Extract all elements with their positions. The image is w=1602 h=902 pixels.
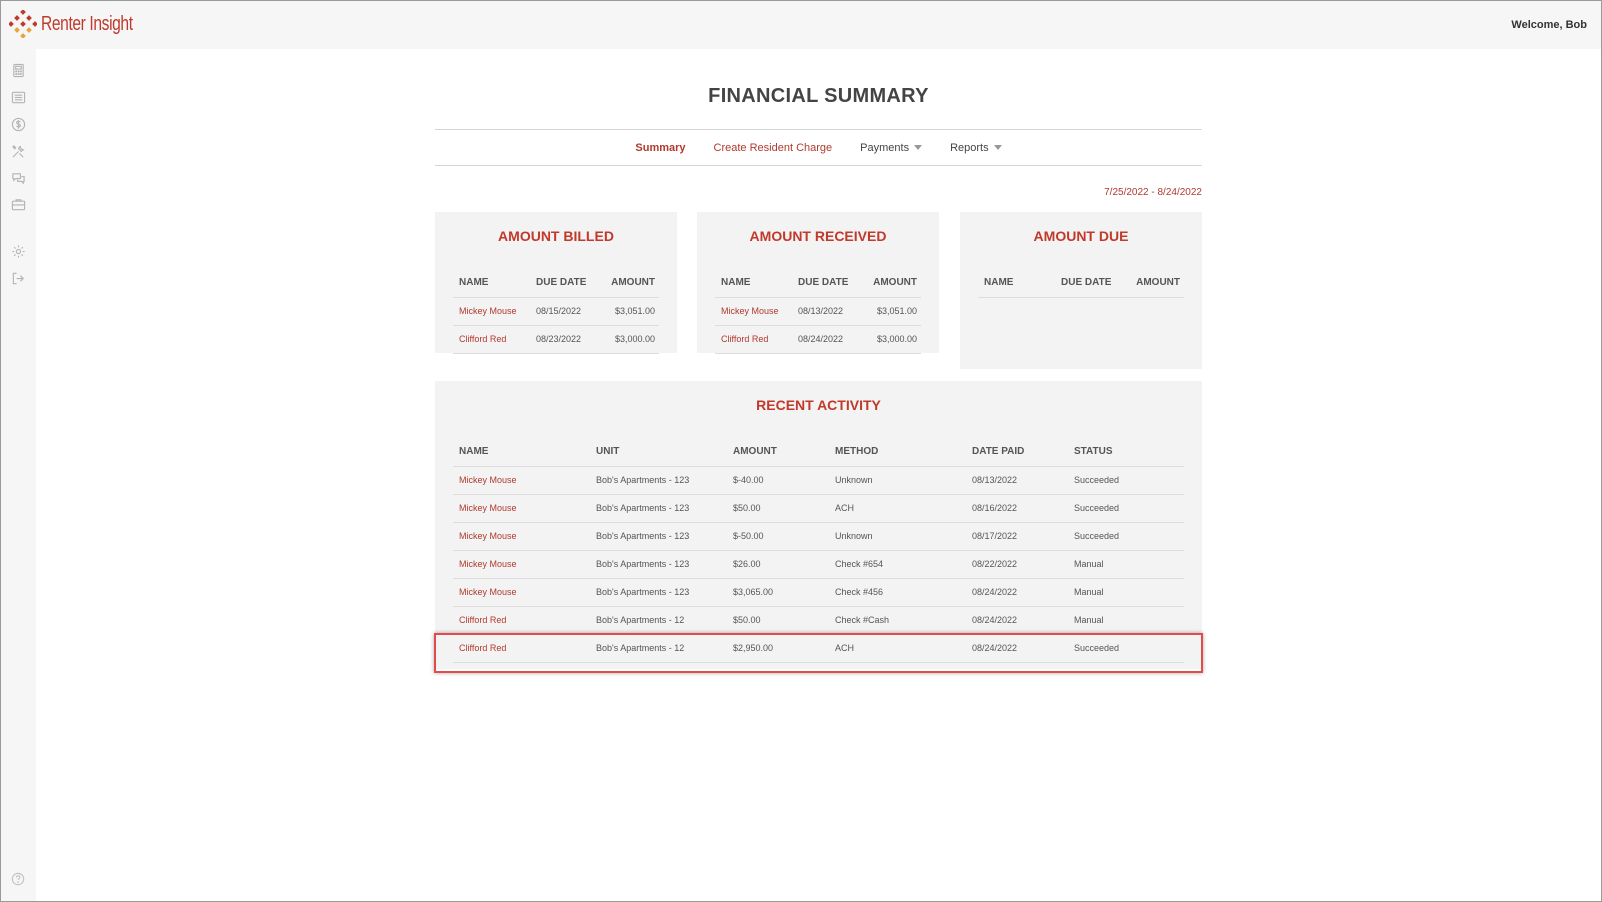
status: Manual [1068, 578, 1184, 606]
column-header: DUE DATE [530, 269, 604, 297]
column-header: DUE DATE [1055, 269, 1129, 297]
amount: $26.00 [727, 550, 829, 578]
column-header: NAME [453, 438, 590, 466]
amount: $3,051.00 [604, 297, 659, 325]
table-row [453, 494, 1184, 522]
table-row [715, 297, 921, 325]
column-header: DUE DATE [792, 269, 866, 297]
unit: Bob's Apartments - 123 [590, 494, 727, 522]
column-header: DATE PAID [966, 438, 1068, 466]
table-header-row [453, 438, 1184, 466]
amount-received-table [715, 269, 921, 354]
method: ACH [829, 494, 966, 522]
method: ACH [829, 634, 966, 662]
dollar-icon[interactable] [11, 117, 26, 132]
unit: Bob's Apartments - 12 [590, 634, 727, 662]
table-header-row [453, 269, 659, 297]
settings-icon[interactable] [11, 244, 26, 259]
card-title: RECENT ACTIVITY [756, 397, 881, 413]
card-title: AMOUNT RECEIVED [749, 228, 887, 244]
logo-text: Renter Insight [41, 12, 133, 35]
method: Check #654 [829, 550, 966, 578]
resident-name-link[interactable]: Mickey Mouse [453, 578, 590, 606]
tab-payments-label: Payments [860, 141, 910, 154]
calculator-icon[interactable] [11, 63, 26, 78]
chevron-down-icon [994, 145, 1002, 150]
card-title: AMOUNT BILLED [498, 228, 614, 244]
table-row [453, 297, 659, 325]
method: Unknown [829, 522, 966, 550]
top-bar [1, 1, 1601, 49]
briefcase-icon[interactable] [11, 197, 26, 212]
table-header-row [978, 269, 1184, 297]
date-paid: 08/24/2022 [966, 634, 1068, 662]
status: Succeeded [1068, 466, 1184, 494]
method: Check #Cash [829, 606, 966, 634]
list-icon[interactable] [11, 90, 26, 105]
tab-create-resident-charge[interactable]: Create Resident Charge [713, 141, 833, 154]
resident-name-link[interactable]: Clifford Red [453, 325, 530, 353]
column-header: STATUS [1068, 438, 1184, 466]
method: Check #456 [829, 578, 966, 606]
unit: Bob's Apartments - 12 [590, 606, 727, 634]
recent-activity-card [435, 381, 1202, 669]
tab-reports-label: Reports [950, 141, 989, 154]
amount-billed-card [435, 212, 677, 353]
row-highlight-annotation [434, 633, 1203, 673]
amount-due-table [978, 269, 1184, 298]
column-header: AMOUNT [866, 269, 921, 297]
unit: Bob's Apartments - 123 [590, 522, 727, 550]
status: Succeeded [1068, 494, 1184, 522]
date-paid: 08/24/2022 [966, 578, 1068, 606]
resident-name-link[interactable]: Clifford Red [453, 606, 590, 634]
column-header: METHOD [829, 438, 966, 466]
resident-name-link[interactable]: Mickey Mouse [453, 494, 590, 522]
amount: $3,065.00 [727, 578, 829, 606]
amount: $-50.00 [727, 522, 829, 550]
amount: $-40.00 [727, 466, 829, 494]
table-row [453, 550, 1184, 578]
date-paid: 08/16/2022 [966, 494, 1068, 522]
resident-name-link[interactable]: Mickey Mouse [453, 522, 590, 550]
status: Succeeded [1068, 634, 1184, 662]
resident-name-link[interactable]: Mickey Mouse [453, 297, 530, 325]
logout-icon[interactable] [11, 271, 26, 286]
resident-name-link[interactable]: Clifford Red [453, 634, 590, 662]
due-date: 08/13/2022 [792, 297, 866, 325]
unit: Bob's Apartments - 123 [590, 550, 727, 578]
card-title: AMOUNT DUE [1033, 228, 1129, 244]
tab-summary[interactable]: Summary [635, 141, 686, 154]
status: Manual [1068, 550, 1184, 578]
page-title: FINANCIAL SUMMARY [708, 85, 929, 107]
chevron-down-icon [914, 145, 922, 150]
column-header: UNIT [590, 438, 727, 466]
amount: $3,000.00 [866, 325, 921, 353]
column-header: NAME [715, 269, 792, 297]
resident-name-link[interactable]: Mickey Mouse [715, 297, 792, 325]
due-date: 08/24/2022 [792, 325, 866, 353]
due-date: 08/23/2022 [530, 325, 604, 353]
chat-icon[interactable] [11, 171, 26, 186]
logo[interactable] [9, 10, 159, 38]
amount: $50.00 [727, 494, 829, 522]
date-paid: 08/17/2022 [966, 522, 1068, 550]
tab-reports[interactable] [950, 142, 1002, 154]
amount-billed-table [453, 269, 659, 354]
date-paid: 08/22/2022 [966, 550, 1068, 578]
resident-name-link[interactable]: Mickey Mouse [453, 550, 590, 578]
table-header-row [715, 269, 921, 297]
amount: $3,051.00 [866, 297, 921, 325]
method: Unknown [829, 466, 966, 494]
date-paid: 08/24/2022 [966, 606, 1068, 634]
amount: $2,950.00 [727, 634, 829, 662]
amount: $50.00 [727, 606, 829, 634]
amount-due-card [960, 212, 1202, 369]
sidebar [1, 49, 36, 901]
status: Manual [1068, 606, 1184, 634]
unit: Bob's Apartments - 123 [590, 466, 727, 494]
column-header: AMOUNT [727, 438, 829, 466]
column-header: NAME [453, 269, 530, 297]
status: Succeeded [1068, 522, 1184, 550]
date-paid: 08/13/2022 [966, 466, 1068, 494]
date-range[interactable]: 7/25/2022 - 8/24/2022 [1104, 187, 1202, 198]
welcome-text[interactable]: Welcome, Bob [1511, 19, 1587, 31]
tools-icon[interactable] [11, 144, 26, 159]
unit: Bob's Apartments - 123 [590, 578, 727, 606]
table-row [453, 578, 1184, 606]
column-header: AMOUNT [604, 269, 659, 297]
amount: $3,000.00 [604, 325, 659, 353]
table-row [453, 522, 1184, 550]
logo-icon [9, 10, 37, 38]
column-header: AMOUNT [1129, 269, 1184, 297]
table-row [715, 325, 921, 353]
recent-activity-table [453, 438, 1184, 663]
due-date: 08/15/2022 [530, 297, 604, 325]
amount-received-card [697, 212, 939, 353]
column-header: NAME [978, 269, 1055, 297]
resident-name-link[interactable]: Clifford Red [715, 325, 792, 353]
help-icon[interactable] [11, 872, 25, 886]
resident-name-link[interactable]: Mickey Mouse [453, 466, 590, 494]
table-row [453, 466, 1184, 494]
sub-navigation [435, 129, 1202, 166]
tab-payments[interactable] [860, 142, 922, 154]
table-row [453, 325, 659, 353]
table-row [453, 606, 1184, 634]
